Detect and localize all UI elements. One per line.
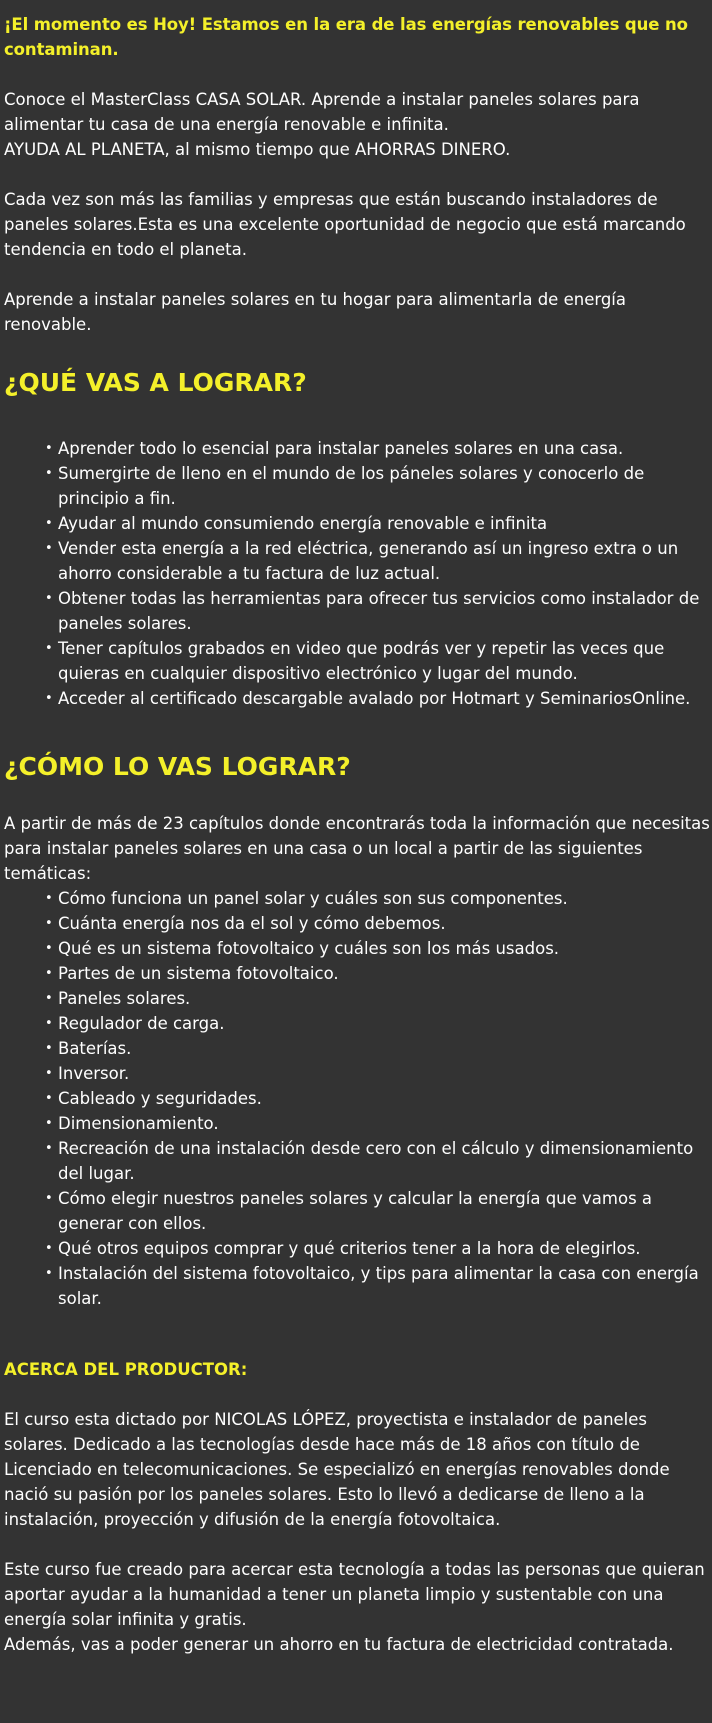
list-item: • Acceder al certificado descargable avalado por Hotmart y SeminariosOnline.	[44, 686, 712, 711]
topics-intro: A partir de más de 23 capítulos donde encontrarás toda la información que necesitas para instalar paneles solares en una casa o un local a partir de las siguientes temáticas:	[4, 814, 710, 883]
list-item: • Instalación del sistema fotovoltaico, y tips para alimentar la casa con energía solar.	[44, 1261, 712, 1311]
list-item: • Paneles solares.	[44, 986, 712, 1011]
list-item: • Cómo elegir nuestros paneles solares y calcular la energía que vamos a generar con ellos.	[44, 1186, 712, 1236]
list-item: • Cómo funciona un panel solar y cuáles son sus componentes.	[44, 886, 712, 911]
list-item: • Sumergirte de lleno en el mundo de los páneles solares y conocerlo de principio a fin.	[44, 461, 712, 511]
list-item: • Ayudar al mundo consumiendo energía renovable e infinita	[44, 511, 712, 536]
list-item: • Partes de un sistema fotovoltaico.	[44, 961, 712, 986]
list-item: • Cuánta energía nos da el sol y cómo debemos.	[44, 911, 712, 936]
intro-paragraph-1b: AYUDA AL PLANETA, al mismo tiempo que AHORRAS DINERO.	[4, 140, 511, 159]
list-item: • Aprender todo lo esencial para instalar paneles solares en una casa.	[44, 436, 712, 461]
intro-paragraph-2: Cada vez son más las familias y empresas que están buscando instaladores de paneles solares.Esta es una excelente oportunidad de negocio que está marcando tendencia en todo el planeta.	[4, 190, 686, 259]
list-item: • Qué otros equipos comprar y qué criterios tener a la hora de elegirlos.	[44, 1236, 712, 1261]
section-title-que-vas-a-lograr: ¿QUÉ VAS A LOGRAR?	[4, 368, 307, 397]
section-title-como-lo-vas-lograr: ¿CÓMO LO VAS LOGRAR?	[4, 752, 351, 781]
list-item: • Vender esta energía a la red eléctrica, generando así un ingreso extra o un ahorro considerable a tu factura de luz actual.	[44, 536, 712, 586]
topics-list	[4, 886, 712, 1311]
list-item: • Recreación de una instalación desde cero con el cálculo y dimensionamiento del lugar.	[44, 1136, 712, 1186]
list-item: • Obtener todas las herramientas para ofrecer tus servicios como instalador de paneles solares.	[44, 586, 712, 636]
list-item: • Tener capítulos grabados en video que podrás ver y repetir las veces que quieras en cualquier dispositivo electrónico y lugar del mundo.	[44, 636, 712, 686]
producer-paragraph-2: Este curso fue creado para acercar esta tecnología a todas las personas que quieran aportar ayudar a la humanidad a tener un planeta limpio y sustentable con una energía solar infinita y gratis.	[4, 1560, 705, 1629]
list-item: • Inversor.	[44, 1061, 712, 1086]
section-title-acerca-del-productor: ACERCA DEL PRODUCTOR:	[4, 1360, 248, 1379]
intro-paragraph-1: Conoce el MasterClass CASA SOLAR. Aprende a instalar paneles solares para alimentar tu casa de una energía renovable e infinita.	[4, 90, 640, 134]
list-item: • Dimensionamiento.	[44, 1111, 712, 1136]
list-item: • Baterías.	[44, 1036, 712, 1061]
producer-paragraph-2b: Además, vas a poder generar un ahorro en tu factura de electricidad contratada.	[4, 1635, 674, 1654]
list-item: • Regulador de carga.	[44, 1011, 712, 1036]
headline: ¡El momento es Hoy! Estamos en la era de las energías renovables que no contaminan.	[4, 15, 688, 59]
producer-paragraph-1: El curso esta dictado por NICOLAS LÓPEZ, proyectista e instalador de paneles solares. Dedicado a las tecnologías desde hace más de 18 años con título de Licenciado en telecomunicaciones. Se especializó en energías renovables donde nació su pasión por los paneles solares. Esto lo llevó a dedicarse de lleno a la instalación, proyección y difusión de la energía fotovoltaica.	[4, 1410, 670, 1529]
list-item: • Cableado y seguridades.	[44, 1086, 712, 1111]
intro-paragraph-3: Aprende a instalar paneles solares en tu hogar para alimentarla de energía renovable.	[4, 290, 627, 334]
benefits-list	[4, 436, 712, 711]
list-item: • Qué es un sistema fotovoltaico y cuáles son los más usados.	[44, 936, 712, 961]
